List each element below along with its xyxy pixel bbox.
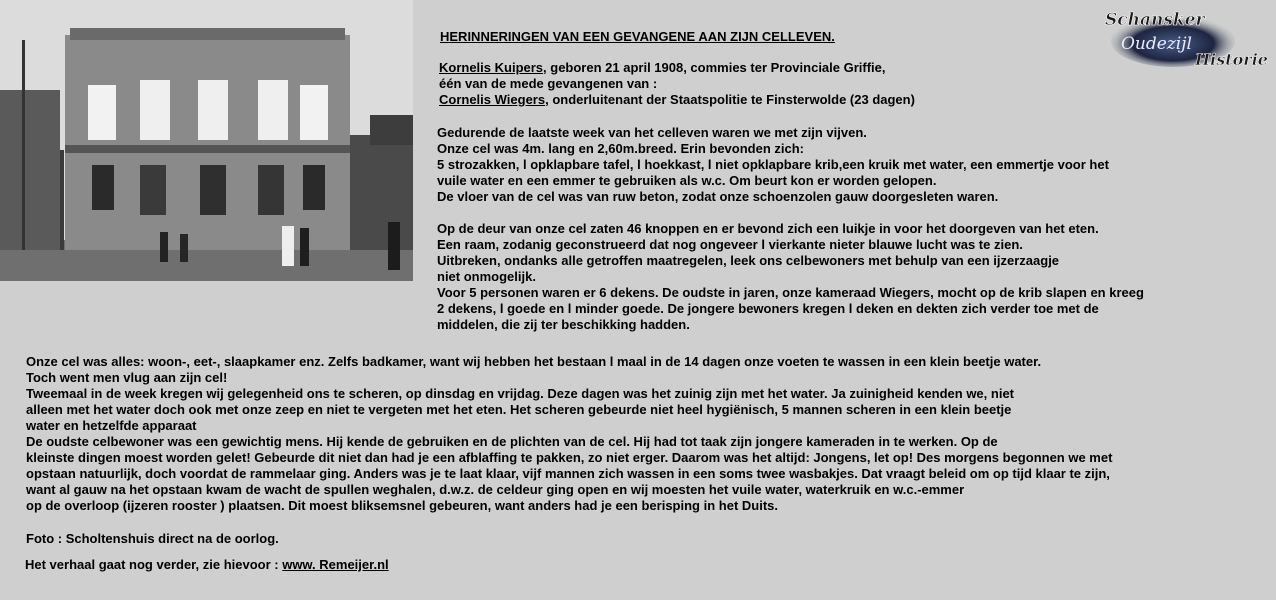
ruined-building-illustration	[0, 0, 413, 281]
scholtenshuis-photo	[0, 0, 413, 281]
intro-line-2: één van de mede gevangenen van :	[439, 76, 658, 91]
paragraph-line: Gedurende de laatste week van het celleven waren we met zijn vijven.	[437, 125, 867, 140]
paragraph-line: Onze cel was alles: woon-, eet-, slaapkamer enz. Zelfs badkamer, want wij hebben het bestaan l maal in de 14 dagen onze voeten te wassen in een klein beetje water.	[26, 354, 1042, 369]
paragraph-line: De vloer van de cel was van ruw beton, zodat onze schoenzolen gauw doorgesleten waren.	[437, 189, 999, 204]
name-cornelis-wiegers: Cornelis Wiegers	[439, 92, 546, 107]
paragraph-line: 2 dekens, l goede en l minder goede. De jongere bewoners kregen l deken en dekten zich verder toe met de	[437, 301, 1099, 316]
intro-line-3-rest: , onderluitenant der Staatspolitie te Finsterwolde (23 dagen)	[545, 92, 915, 107]
paragraph-line: Op de deur van onze cel zaten 46 knoppen en er bevond zich een luikje in voor het doorgeven van het eten.	[437, 221, 1099, 236]
photo-credit: Foto : Scholtenshuis direct na de oorlog.	[26, 531, 279, 546]
name-kornelis-kuipers: Kornelis Kuipers	[439, 60, 544, 75]
paragraph-line: Voor 5 personen waren er 6 dekens. De oudste in jaren, onze kameraad Wiegers, mocht op de krib slapen en kreeg	[437, 285, 1144, 300]
paragraph-door-and-blankets	[437, 221, 1144, 333]
footer-continue	[25, 557, 389, 573]
intro-line-1-rest: , geboren 21 april 1908, commies ter Provinciale Griffie,	[543, 60, 886, 75]
schansker-oudezijl-historie-logo	[1103, 3, 1273, 69]
paragraph-line: opstaan natuurlijk, doch voordat de rammelaar ging. Anders was je te laat klaar, vijf mannen zich wassen in een soms twee wasbakjes. Dat vraagt beleid om op tijd klaar te zijn,	[26, 466, 1110, 481]
paragraph-line: vuile water en een emmer te gebruiken als w.c. Om beurt kon er worden gelopen.	[437, 173, 937, 188]
paragraph-cell-description	[437, 125, 1109, 205]
intro-line-1	[439, 60, 915, 76]
paragraph-line: want al gauw na het opstaan kwam de wacht de spullen weghalen, d.w.z. de celdeur ging open en wij moesten het vuile water, waterkruik en w.c.-emmer	[26, 482, 965, 497]
paragraph-line: De oudste celbewoner was een gewichtig mens. Hij kende de gebruiken en de plichten van de cel. Hij had tot taak zijn jongere kameraden in te werken. Op de	[26, 434, 998, 449]
logo-text-historie: Historie	[1195, 50, 1268, 69]
intro-line-3	[439, 92, 915, 108]
paragraph-line: 5 strozakken, l opklapbare tafel, l hoekkast, l niet opklapbare krib,een kruik met water, een emmertje voor het	[437, 157, 1109, 172]
logo-graphic	[1103, 3, 1273, 69]
paragraph-line: Onze cel was 4m. lang en 2,60m.breed. Erin bevonden zich:	[437, 141, 805, 156]
paragraph-line: Toch went men vlug aan zijn cel!	[26, 370, 228, 385]
remeijer-link[interactable]: www. Remeijer.nl	[282, 557, 389, 572]
logo-text-oudezijl: Oudezijl	[1121, 34, 1192, 54]
paragraph-line: middelen, die zij ter beschikking hadden.	[437, 317, 690, 332]
logo-text-schansker: Schansker	[1105, 10, 1205, 30]
page-title: HERINNERINGEN VAN EEN GEVANGENE AAN ZIJN CELLEVEN.	[440, 29, 835, 44]
paragraph-line: alleen met het water doch ook met onze zeep en niet te vergeten met het eten. Het scheren gebeurde niet heel hygiënisch, 5 mannen scheren in een klein beetje	[26, 402, 1012, 417]
paragraph-line: water en hetzelfde apparaat	[26, 418, 197, 433]
paragraph-line: niet onmogelijk.	[437, 269, 536, 284]
paragraph-line: op de overloop (ijzeren rooster ) plaatsen. Dit moest bliksemsnel gebeuren, want anders had je een berisping in het Duits.	[26, 498, 778, 513]
footer-text: Het verhaal gaat nog verder, zie hievoor :	[25, 557, 283, 572]
intro-block	[439, 60, 915, 108]
paragraph-line: Uitbreken, ondanks alle getroffen maatregelen, leek ons celbewoners met behulp van een ijzerzaagje	[437, 253, 1060, 268]
paragraph-line: kleinste dingen moest worden gelet! Gebeurde dit niet dan had je een afblaffing te pakken, zo niet erger. Daarom was het altijd: Jongens, let op! Des morgens begonnen we met	[26, 450, 1113, 465]
paragraph-line: Tweemaal in de week kregen wij gelegenheid ons te scheren, op dinsdag en vrijdag. Deze dagen was het zuinig zijn met het water. Ja zuinigheid kenden we, niet	[26, 386, 1014, 401]
paragraph-line: Een raam, zodanig geconstrueerd dat nog ongeveer l vierkante nieter blauwe lucht was te zien.	[437, 237, 1023, 252]
paragraph-daily-life	[26, 354, 1112, 514]
